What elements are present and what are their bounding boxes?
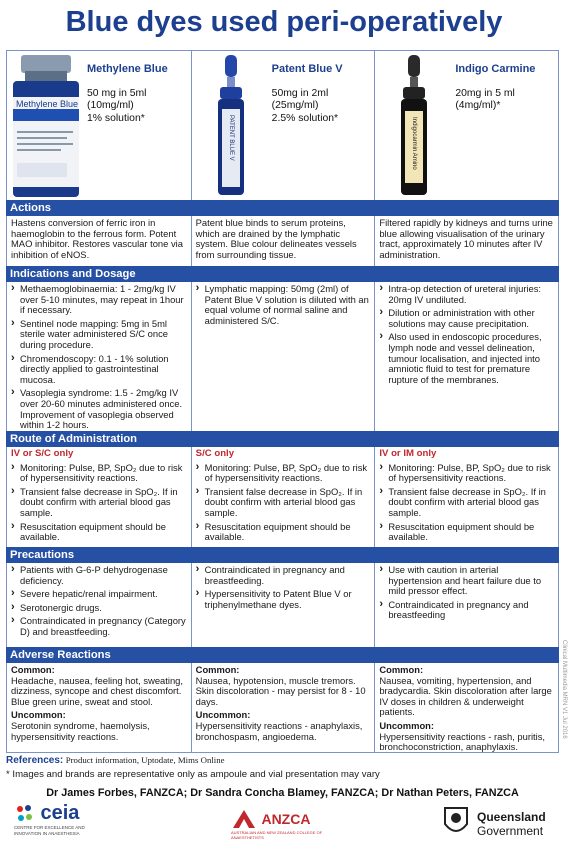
common-label: Common:: [11, 664, 55, 675]
common-text: Headache, nausea, feeling hot, sweating, dizziness, syncope and chest discomfort. Blue green urine, sweat and stool.: [11, 674, 183, 707]
ceia-logo: [14, 802, 104, 836]
uncommon-text: Hypersensitivity reactions - anaphylaxis, bronchospasm, angioedema.: [195, 719, 363, 742]
list-item: › Monitoring: Pulse, BP, SpO₂ due to risk of hypersensitivity reactions.: [196, 463, 371, 484]
methylene-blue-info: [85, 51, 191, 200]
list-item: › Patients with G-6-P dehydrogenase deficiency.: [11, 565, 187, 586]
side-version-text: Clinical Multimedia MRN V1 Jul 2016: [561, 640, 567, 739]
uncommon-text: Serotonin syndrome, haemolysis, hypersensitivity reactions.: [11, 719, 150, 742]
uncommon-text: Hypersensitivity reactions - rash, puritis, bronchoconstriction, anaphylaxis.: [379, 730, 546, 753]
actions-cell: Filtered rapidly by kidneys and turns urine blue allowing visualisation of the urinary tract, approximately 10 minutes after IV administration.: [374, 216, 558, 266]
route-label: IV or IM only: [379, 448, 437, 459]
drug-concentration: (4mg/ml)*: [455, 100, 501, 112]
ampoule-label-text: Indigocarmin Amino: [411, 117, 418, 170]
drug-dose: 50 mg in 5ml: [87, 87, 147, 99]
drug-table: [6, 50, 559, 753]
actions-cell: Hastens conversion of ferric iron in haemoglobin to the ferrous form. Potent MAO inhibitor. Restores vascular tone via inhibition of eNOS.: [11, 217, 183, 260]
list-item: › Resuscitation equipment should be available.: [196, 522, 371, 543]
indigo-carmine-ampoule-image: [375, 51, 453, 200]
list-item: › Resuscitation equipment should be available.: [379, 522, 554, 543]
list-item: › Monitoring: Pulse, BP, SpO₂ due to risk of hypersensitivity reactions.: [11, 463, 187, 484]
route-row: [6, 447, 559, 547]
list-item: › Transient false decrease in SpO₂. If in doubt confirm with arterial blood gas sample.: [11, 487, 187, 519]
uncommon-label: Uncommon:: [11, 709, 66, 721]
indications-cell: [374, 282, 558, 431]
drug-concentration: (25mg/ml): [271, 100, 319, 112]
list-item: › Hypersensitivity to Patent Blue V or triphenylmethane dyes.: [196, 589, 371, 610]
actions-row: [6, 216, 559, 266]
list-item: › Also used in endoscopic procedures, lymph node and vessel delineation, tumour localisation, and injected into amniotic fluid to test for premature rupture of the membranes.: [379, 332, 554, 385]
list-item: › Chromendoscopy: 0.1 - 1% solution directly applied to gastrointestinal mucosa.: [11, 354, 187, 386]
list-item: › Intra-op detection of ureteral injuries: 20mg IV undiluted.: [379, 284, 554, 305]
queensland-government-logo: [439, 804, 555, 840]
list-item: › Resuscitation equipment should be available.: [11, 522, 187, 543]
common-label: Common:: [195, 664, 240, 675]
drug-solution: 2.5% solution*: [271, 112, 339, 124]
list-item: › Contraindicated in pregnancy and breastfeeding: [379, 600, 554, 621]
drug-name: Indigo Carmine: [455, 63, 536, 75]
list-item: › Severe hepatic/renal impairment.: [11, 589, 187, 600]
queensland-crest-icon: [439, 804, 473, 840]
indications-row: [6, 282, 559, 431]
uncommon-label: Uncommon:: [195, 709, 251, 721]
adverse-cell: [374, 663, 558, 752]
route-label: IV or S/C only: [11, 448, 74, 459]
section-header-precautions: Precautions: [6, 547, 559, 563]
methylene-blue-vial-image: [7, 51, 85, 200]
drug-concentration: (10mg/ml): [87, 100, 134, 112]
list-item: › Sentinel node mapping: 5mg in 5ml sterile water administered S/C once during procedure.: [11, 319, 187, 351]
ceia-wordmark: ceia: [40, 802, 80, 824]
drug-name: Patent Blue V: [271, 63, 343, 75]
patent-blue-ampoule-image: [192, 51, 270, 200]
uncommon-label: Uncommon:: [379, 719, 435, 731]
precautions-cell: [191, 563, 375, 647]
list-item: › Dilution or administration with other solutions may cause precipitation.: [379, 308, 554, 329]
common-label: Common:: [379, 664, 424, 675]
list-item: › Methaemoglobinaemia: 1 - 2mg/kg IV over 5-10 minutes, may repeat in 1hour if necessary.: [11, 284, 187, 316]
drug-solution: 1% solution*: [87, 112, 145, 124]
adverse-row: [6, 663, 559, 753]
route-label: S/C only: [195, 448, 235, 459]
route-cell: [191, 447, 375, 547]
authors: Dr James Forbes, FANZCA; Dr Sandra Concha Blamey, FANZCA; Dr Nathan Peters, FANZCA: [46, 787, 519, 799]
section-header-adverse: Adverse Reactions: [6, 647, 559, 663]
list-item: › Serotonergic drugs.: [11, 603, 187, 614]
references-text: Product information, Uptodate, Mims Online: [65, 755, 225, 765]
references: [6, 755, 559, 766]
adverse-cell: [7, 663, 191, 752]
common-text: Nausea, vomiting, hypertension, and bradycardia. Skin discoloration after large IV doses in children & underweight patients.: [379, 674, 552, 718]
list-item: › Lymphatic mapping: 50mg (2ml) of Patent Blue V solution is diluted with an equal volume of normal saline and administered S/C.: [196, 284, 371, 326]
section-header-actions: Actions: [6, 200, 559, 216]
route-cell: [374, 447, 558, 547]
route-cell: [7, 447, 191, 547]
list-item: › Transient false decrease in SpO₂. If in doubt confirm with arterial blood gas sample.: [379, 487, 554, 519]
drug-header-row: [6, 50, 559, 200]
page-title: Blue dyes used peri-operatively: [65, 6, 503, 38]
precautions-cell: [7, 563, 191, 647]
drug-dose: 20mg in 5 ml: [455, 87, 515, 99]
list-item: › Monitoring: Pulse, BP, SpO₂ due to risk of hypersensitivity reactions.: [379, 463, 554, 484]
common-text: Nausea, hypotension, muscle tremors. Skin discoloration - may persist for 8 - 10 days.: [195, 674, 366, 707]
list-item: › Vasoplegia syndrome: 1.5 - 2mg/kg IV over 20-60 minutes administered once. Improvement of vasoplegia observed within 1-2 hours.: [11, 388, 187, 430]
list-item: › Contraindicated in pregnancy and breastfeeding.: [196, 565, 371, 586]
patent-blue-info: [270, 51, 375, 200]
indigo-carmine-header: [374, 51, 558, 200]
ampoule-label-text: PATENT BLUE V: [227, 115, 234, 161]
adverse-cell: [191, 663, 375, 752]
methylene-blue-header: [7, 51, 191, 200]
footnote: * Images and brands are representative only as ampoule and vial presentation may vary: [6, 769, 380, 780]
indications-cell: [7, 282, 191, 431]
list-item: › Use with caution in arterial hypertension and heart failure due to mild pressor effect.: [379, 565, 554, 597]
list-item: › Contraindicated in pregnancy (Category D) and breastfeeding.: [11, 616, 187, 637]
references-label: References:: [6, 755, 64, 766]
drug-dose: 50mg in 2ml: [271, 87, 329, 99]
precautions-cell: [374, 563, 558, 647]
vial-label-text: Methylene Blue: [16, 99, 79, 109]
indigo-carmine-info: [453, 51, 558, 200]
actions-cell: Patent blue binds to serum proteins, which are drained by the lymphatic system. Blue colour delineates vessels from surrounding tissue.: [191, 216, 375, 266]
drug-name: Methylene Blue: [87, 63, 168, 75]
anzca-wordmark: ANZCA: [261, 811, 311, 827]
anzca-logo: [231, 808, 341, 840]
logo-bar: [6, 802, 559, 846]
ceia-icon: [14, 803, 36, 825]
patent-blue-header: [191, 51, 375, 200]
section-header-route: Route of Administration: [6, 431, 559, 447]
indications-cell: [191, 282, 375, 431]
government-text: Government: [477, 824, 544, 838]
list-item: › Transient false decrease in SpO₂. If in doubt confirm with arterial blood gas sample.: [196, 487, 371, 519]
precautions-row: [6, 563, 559, 647]
ceia-subtitle: CENTRE FOR EXCELLENCE AND INNOVATION IN ANAESTHESIA: [14, 825, 85, 836]
anzca-subtitle: AUSTRALIAN AND NEW ZEALAND COLLEGE OF ANAESTHETISTS: [231, 830, 323, 840]
anzca-icon: [231, 808, 257, 830]
section-header-indications: Indications and Dosage: [6, 266, 559, 282]
queensland-text: Queensland: [477, 810, 546, 824]
